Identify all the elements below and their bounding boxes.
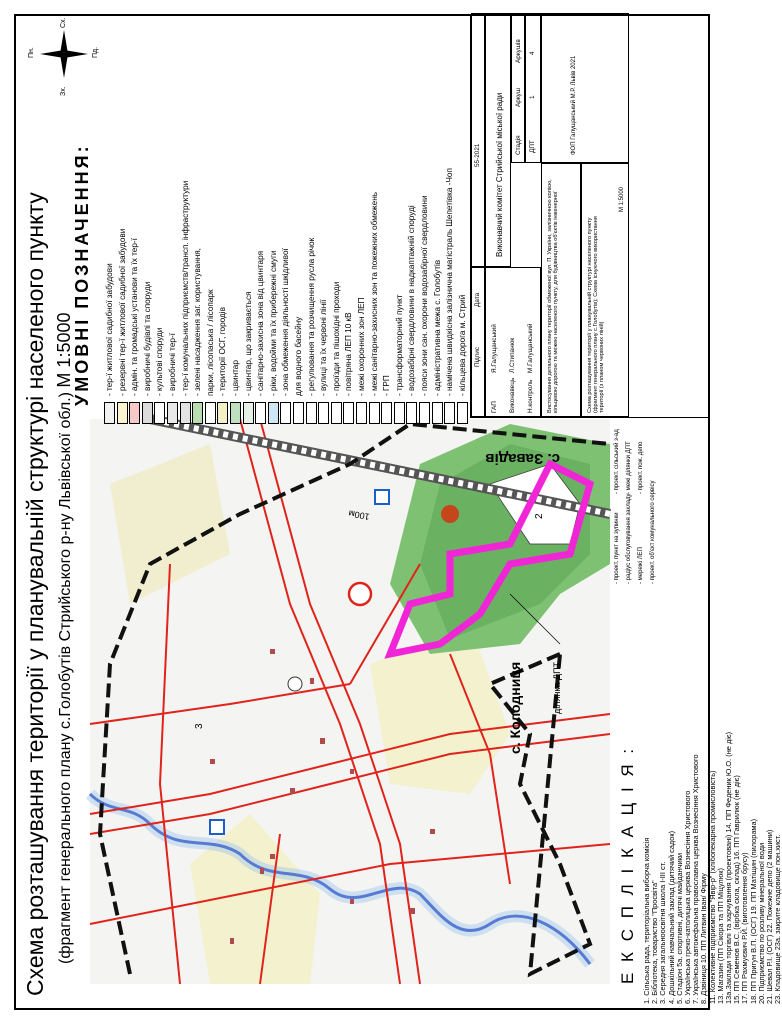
sheets-header: Аркушів	[515, 39, 522, 63]
village-label-kolodnytsia: с. Колодниця	[507, 661, 523, 754]
name-gap: Я.Галущанський	[491, 324, 498, 373]
village-label-zavadiv: с. Завадів	[485, 450, 560, 467]
legend-label: - межі санітарно-захисних зон та пожежних обмежень	[369, 192, 379, 396]
legend-label: - намічена швидкісна залізнична магістраль Шепетівка -Чоп	[445, 168, 455, 396]
name-executor: Л.Стипанюк	[509, 337, 516, 373]
legend-swatch	[280, 402, 291, 424]
legend-swatch	[180, 402, 191, 424]
explication-line: 23. Кладовище 23а. закрите кладовище пон.хист.	[773, 834, 782, 1004]
legend-label: - цвинтар, що закривається	[243, 291, 253, 396]
legend-swatch	[104, 402, 115, 424]
explication-line: 13а.Заклади торгівлі та харчування (проектовані) 14. ПП Феденик Ю.О. (не діє)	[724, 731, 733, 1004]
legend-swatch	[444, 402, 455, 424]
compass-rose-icon	[34, 24, 94, 84]
fire-depot-marker	[349, 583, 371, 605]
zone-label: 3	[194, 723, 205, 729]
legend-swatch	[356, 402, 367, 424]
explication-line: 8. Дзвіниця 10. ПП Литвин Іван/ Фірму	[699, 873, 709, 1004]
date-header: Дата	[474, 292, 481, 307]
doc-number: 55-2021	[474, 143, 481, 167]
stage-value: ДПТ	[529, 140, 536, 153]
legend-swatch	[205, 402, 216, 424]
legend-swatch	[432, 402, 443, 424]
explication-line: 5. Стадіон 5а. спортивні, дитячі майданчики	[674, 852, 684, 1004]
legend-label: - ГРП	[382, 375, 392, 396]
explication-line: 4. Дошкільний навчальний заклад (дитячий садок)	[666, 830, 676, 1004]
legend-header: УМОВНІ ПОЗНАЧЕННЯ:	[72, 143, 92, 406]
sheet-header: Аркуш	[515, 87, 522, 107]
plot-label: ділянка ДПТ	[552, 661, 562, 714]
legend-label: - межі охоронних зон ЛЕП	[357, 297, 366, 396]
legend-swatch	[369, 402, 380, 424]
legend-label: - ріки, водойми та їх прибережні смуги	[268, 250, 278, 396]
compass-south: Пд.	[92, 46, 99, 58]
legend-label: - кільцева дорога м. Стрий	[457, 294, 467, 396]
legend-label: - повітряна ЛЕП 10 кВ	[344, 312, 354, 396]
legend-swatch	[306, 402, 317, 424]
sheet-scale: М 1:5000	[619, 186, 625, 212]
legend-label: - пояси зони сан. охорони водозабірної свердловини	[420, 195, 429, 396]
legend-swatch	[419, 402, 430, 424]
sign-header: Підпис	[474, 347, 481, 367]
firm-name: ФОП Галущанський М.Р. Львів 2021	[571, 55, 577, 155]
utility-object-marker	[441, 505, 459, 523]
explication-line: 15. ПП Семенов В.С. (вірбка скла, склад) 16. ПП Гаврилюк (не діє)	[732, 775, 742, 1004]
role-control: Н.контроль	[527, 379, 534, 413]
explication-line: 17. ПП Рахмуєвич Р.Й. (виготовлення брусу)	[740, 852, 750, 1004]
legend-swatch	[243, 402, 254, 424]
compass-west: Зх.	[60, 86, 67, 96]
map-symbol-item: - проект. сільський з-ад	[614, 429, 620, 494]
title-block	[470, 14, 710, 418]
legend-swatch	[167, 402, 178, 424]
legend-label: - регулювання та розчищення русла річок	[306, 237, 316, 396]
legend-label: парки, лісопаська / лісопарк	[205, 289, 215, 396]
legend-swatch	[457, 402, 468, 424]
legend-label: для водного басейну	[294, 316, 303, 396]
sheet-value: 1	[529, 95, 536, 99]
map-symbol-item: - проект. пож. депо	[638, 441, 644, 494]
map-title: Схема розташування території у планувальній структурі населеного пункту	[22, 192, 48, 996]
map-subtitle: (фрагмент генерального плану с.Голобутів Стрийського р-ну Львівської обл.) М 1:5000	[54, 312, 74, 964]
role-gap: ГАП	[491, 401, 498, 413]
explication-header: Е К С П Л І К А Ц І Я :	[618, 745, 637, 984]
legend-swatch	[394, 402, 405, 424]
legend-swatch	[255, 402, 266, 424]
map-symbol-item: - радіус обслуговування закладу	[626, 493, 632, 584]
legend-label: - тер-ї комунальних підприємств/трансп. інфраструктури	[180, 180, 190, 396]
legend-swatch	[381, 402, 392, 424]
role-executor: Виконавець	[509, 377, 516, 413]
transformer-marker	[288, 677, 302, 691]
compass-north: Пн.	[28, 47, 35, 58]
explication-line: 11. Колективне підприємство "Явір-р" (хлібопекарна промисловість)	[707, 770, 717, 1004]
bus-stop-marker	[210, 820, 224, 834]
explication-line: 3. Середня загальноосвітня школа I-III ст.	[658, 861, 668, 1004]
map-symbol-item: - мережі ЛЕП	[638, 547, 644, 584]
legend-swatch	[230, 402, 241, 424]
legend-swatch	[268, 402, 279, 424]
map-symbol-item: - проект. пункт на зупинки	[614, 512, 620, 584]
bus-stop-marker	[375, 490, 389, 504]
legend-label: - санітарно-захисна зона від цвинтаря	[256, 251, 266, 396]
legend-swatch	[142, 402, 153, 424]
legend-label: - тер-ї житлової садибної забудови	[105, 263, 114, 396]
legend-label: - адміністративна межа с. Голобутів	[432, 259, 442, 396]
map-symbol-item: - проект. об'єкт комунального сервісу	[650, 480, 656, 584]
legend-label: - зелені насадження заг. користування,	[193, 248, 203, 396]
legend-label: - території ОСГ, городів	[218, 307, 228, 396]
legend-label: - вулиці та їх червоні лінії	[319, 299, 329, 396]
legend-swatch	[117, 402, 128, 424]
legend-swatch	[154, 402, 165, 424]
explication-line: 21. Шевал Р.І. (ОСГ) 22. Пожежне депо (2 машини)	[765, 829, 774, 1004]
zone-label: 2	[534, 513, 545, 519]
stage-header: Стадія	[515, 135, 522, 155]
legend-label: - адмін. та громадські установи та їх тер-ї	[130, 238, 140, 396]
legend-swatch	[293, 402, 304, 424]
legend-label: - цвинтар	[231, 360, 240, 396]
legend-swatch	[331, 402, 342, 424]
compass	[28, 17, 99, 96]
legend-label: - резервні тер-ї житлової садибної забудови	[117, 228, 127, 396]
explication-line: 2. Бібліотека, товариство "Просвіта"	[650, 880, 660, 1004]
master-plan-map[interactable]	[90, 419, 610, 984]
map-symbol-item: - межі ділянки ДПТ	[626, 441, 632, 494]
compass-east: Сх.	[60, 17, 67, 28]
legend-label: - водозабірні свердловини в надкаптажній споруді	[407, 205, 417, 396]
legend-swatch	[192, 402, 203, 424]
legend-label: - проїзди та пішохідні проходи	[331, 281, 341, 396]
buffer-label: 100м	[347, 508, 371, 522]
sheet-title: Схема розташування території у планувальній структурі населеного пункту (фрагмент генерального плану с.Голобутів); Схема існуючого використання території (з планом червоних ліній)	[587, 216, 605, 413]
explication-line: 6. Українська греко-католицька церква Вознесіння Христового	[683, 790, 692, 1004]
legend-label: - культові споруди	[155, 327, 165, 396]
name-control: М.Галущанський	[527, 323, 534, 373]
sheets-value: 4	[529, 51, 536, 55]
legend-label: - зона обмеження діяльності шкідливої	[281, 248, 291, 396]
legend-swatch	[129, 402, 140, 424]
explication-line: 20. Підприємство по розливу мінеральної води	[756, 842, 766, 1004]
map-scale: М 1:5000	[54, 312, 74, 388]
legend-label: - виробничі тер-ї	[168, 333, 177, 396]
explication-line: 1. Сільська рада, територіальна виборча комісія	[642, 837, 651, 1004]
legend-label: - трансформаторний пункт	[394, 294, 404, 396]
explication-line: 18. ПП Пригун В.П. (ОСГ) 19. ПП Матіщин (пилорама)	[748, 818, 758, 1004]
explication-line: 7. Українська автокефальна православна церква Вознесіння Христового	[691, 754, 701, 1004]
legend-swatch	[217, 402, 228, 424]
customer-name: Виконавчий комітет Стрийської міської ради	[495, 92, 504, 257]
legend-swatch	[343, 402, 354, 424]
project-title: Вистосування детального плану території обмеженої вул. П. України, залізничною колією, кільцевою дорогою та межею населеного пункту, для будівництва об'єктів інженерної	[547, 179, 559, 413]
legend-swatch	[406, 402, 417, 424]
explication-line: 13. Магазин (ПП Сікора та ПП Міцулюк)	[715, 868, 725, 1004]
legend-label: - виробничі будівлі та споруди	[142, 281, 152, 396]
legend-swatch	[318, 402, 329, 424]
